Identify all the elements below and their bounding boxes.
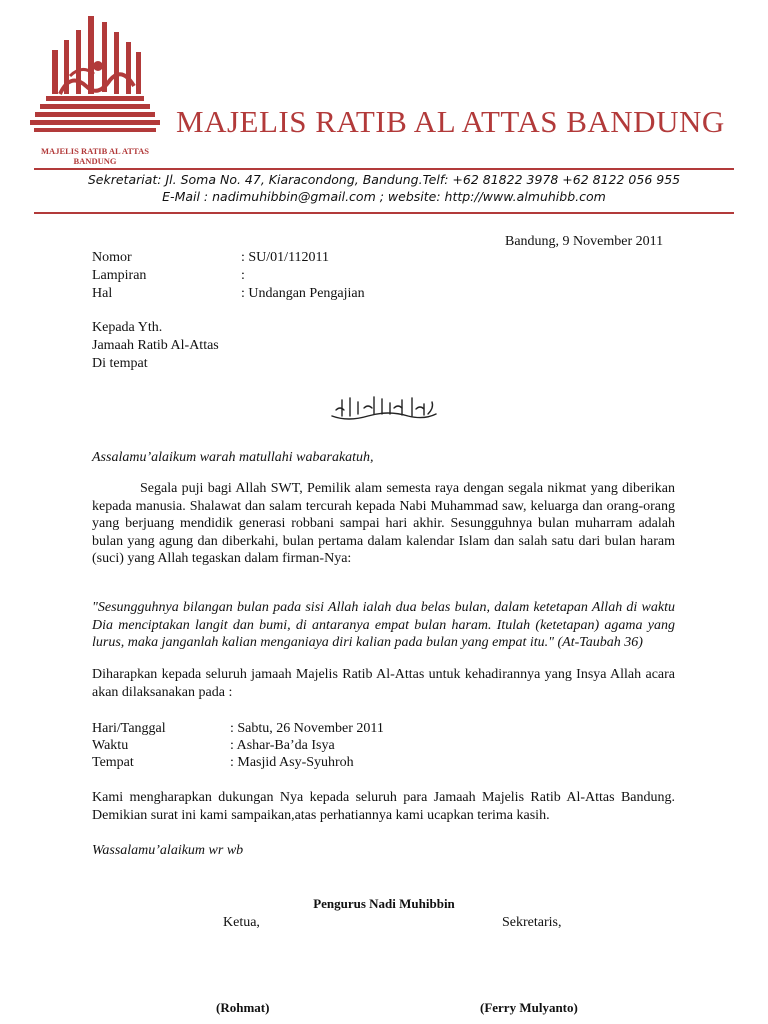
recipient-line: Kepada Yth. bbox=[92, 320, 163, 335]
chairman-title: Ketua, bbox=[223, 915, 260, 930]
logo-caption-line2: BANDUNG bbox=[73, 156, 117, 166]
organization-logo bbox=[30, 16, 160, 168]
event-value-place: : Masjid Asy-Syuhroh bbox=[230, 755, 354, 770]
recipient-line: Di tempat bbox=[92, 356, 148, 371]
chairman-name: (Rohmat) bbox=[216, 1000, 270, 1015]
address-line: Sekretariat: Jl. Soma No. 47, Kiaracondong, Bandung.Telf: +62 81822 3978 +62 8122 056 955 bbox=[87, 172, 681, 187]
meta-label-nomor: Nomor bbox=[92, 250, 132, 265]
meta-label-hal: Hal bbox=[92, 286, 113, 301]
secretary-name: (Ferry Mulyanto) bbox=[480, 1000, 578, 1015]
meta-value-nomor: : SU/01/112011 bbox=[241, 250, 330, 265]
board-name: Pengurus Nadi Muhibbin bbox=[313, 896, 455, 911]
body-paragraph-3: Kami mengharapkan dukungan Nya kepada seluruh para Jamaah Majelis Ratib Al-Attas Bandung. Demikian surat ini kami sampaikan,atas perhatiannya kami ucapkan terima kasih. bbox=[92, 790, 675, 823]
body-paragraph-1: Segala puji bagi Allah SWT, Pemilik alam semesta raya dengan segala nikmat yang diberikan kepada manusia. Shalawat dan salam tercurah kepada Nabi Muhammad saw, keluarga dan orang-orang yang berjuang mendidik generasi robbani sampai hari akhir. Sesungguhnya bulan muharram adalah bulan yang agung dan diberkahi, bulan pertama dalam kalendar Islam dan salah satu dari bulan haram (suci) yang Allah tegaskan dalam firman-Nya: bbox=[92, 481, 675, 567]
contact-line: E-Mail : nadimuhibbin@gmail.com ; website: http://www.almuhibb.com bbox=[162, 189, 606, 204]
quran-quote: "Sesungguhnya bilangan bulan pada sisi Allah ialah dua belas bulan, dalam ketetapan Allah di waktu Dia menciptakan langit dan bumi, di antaranya empat bulan haram. Itulah (ketetapan) agama yang lurus, maka janganlah kalian menganiaya diri kalian pada bulan yang empat itu." (At-Taubah 36) bbox=[92, 600, 675, 651]
event-value-time: : Ashar-Ba’da Isya bbox=[230, 738, 335, 753]
letter-date: Bandung, 9 November 2011 bbox=[505, 234, 664, 249]
salutation: Assalamu’alaikum warah matullahi wabarakatuh, bbox=[92, 450, 374, 465]
event-label-place: Tempat bbox=[92, 755, 134, 770]
meta-value-lampiran: : bbox=[241, 268, 245, 283]
meta-value-hal: : Undangan Pengajian bbox=[241, 286, 365, 301]
logo-caption-line1: MAJELIS RATIB AL ATTAS bbox=[41, 146, 149, 156]
event-value-date: : Sabtu, 26 November 2011 bbox=[230, 721, 384, 736]
header-divider-top bbox=[34, 168, 734, 170]
secretary-title: Sekretaris, bbox=[502, 915, 562, 930]
header-divider-bottom bbox=[34, 212, 734, 214]
recipient-line: Jamaah Ratib Al-Attas bbox=[92, 338, 219, 353]
event-label-time: Waktu bbox=[92, 738, 129, 753]
meta-label-lampiran: Lampiran bbox=[92, 268, 147, 283]
body-paragraph-2: Diharapkan kepada seluruh jamaah Majelis Ratib Al-Attas untuk kehadirannya yang Insya Allah acara akan dilaksanakan pada : bbox=[92, 667, 675, 700]
organization-name: MAJELIS RATIB AL ATTAS BANDUNG bbox=[176, 104, 725, 139]
bismillah-calligraphy-icon bbox=[328, 394, 440, 426]
closing-greeting: Wassalamu’alaikum wr wb bbox=[92, 843, 244, 858]
event-label-date: Hari/Tanggal bbox=[92, 721, 166, 736]
recipient-block bbox=[92, 319, 219, 373]
